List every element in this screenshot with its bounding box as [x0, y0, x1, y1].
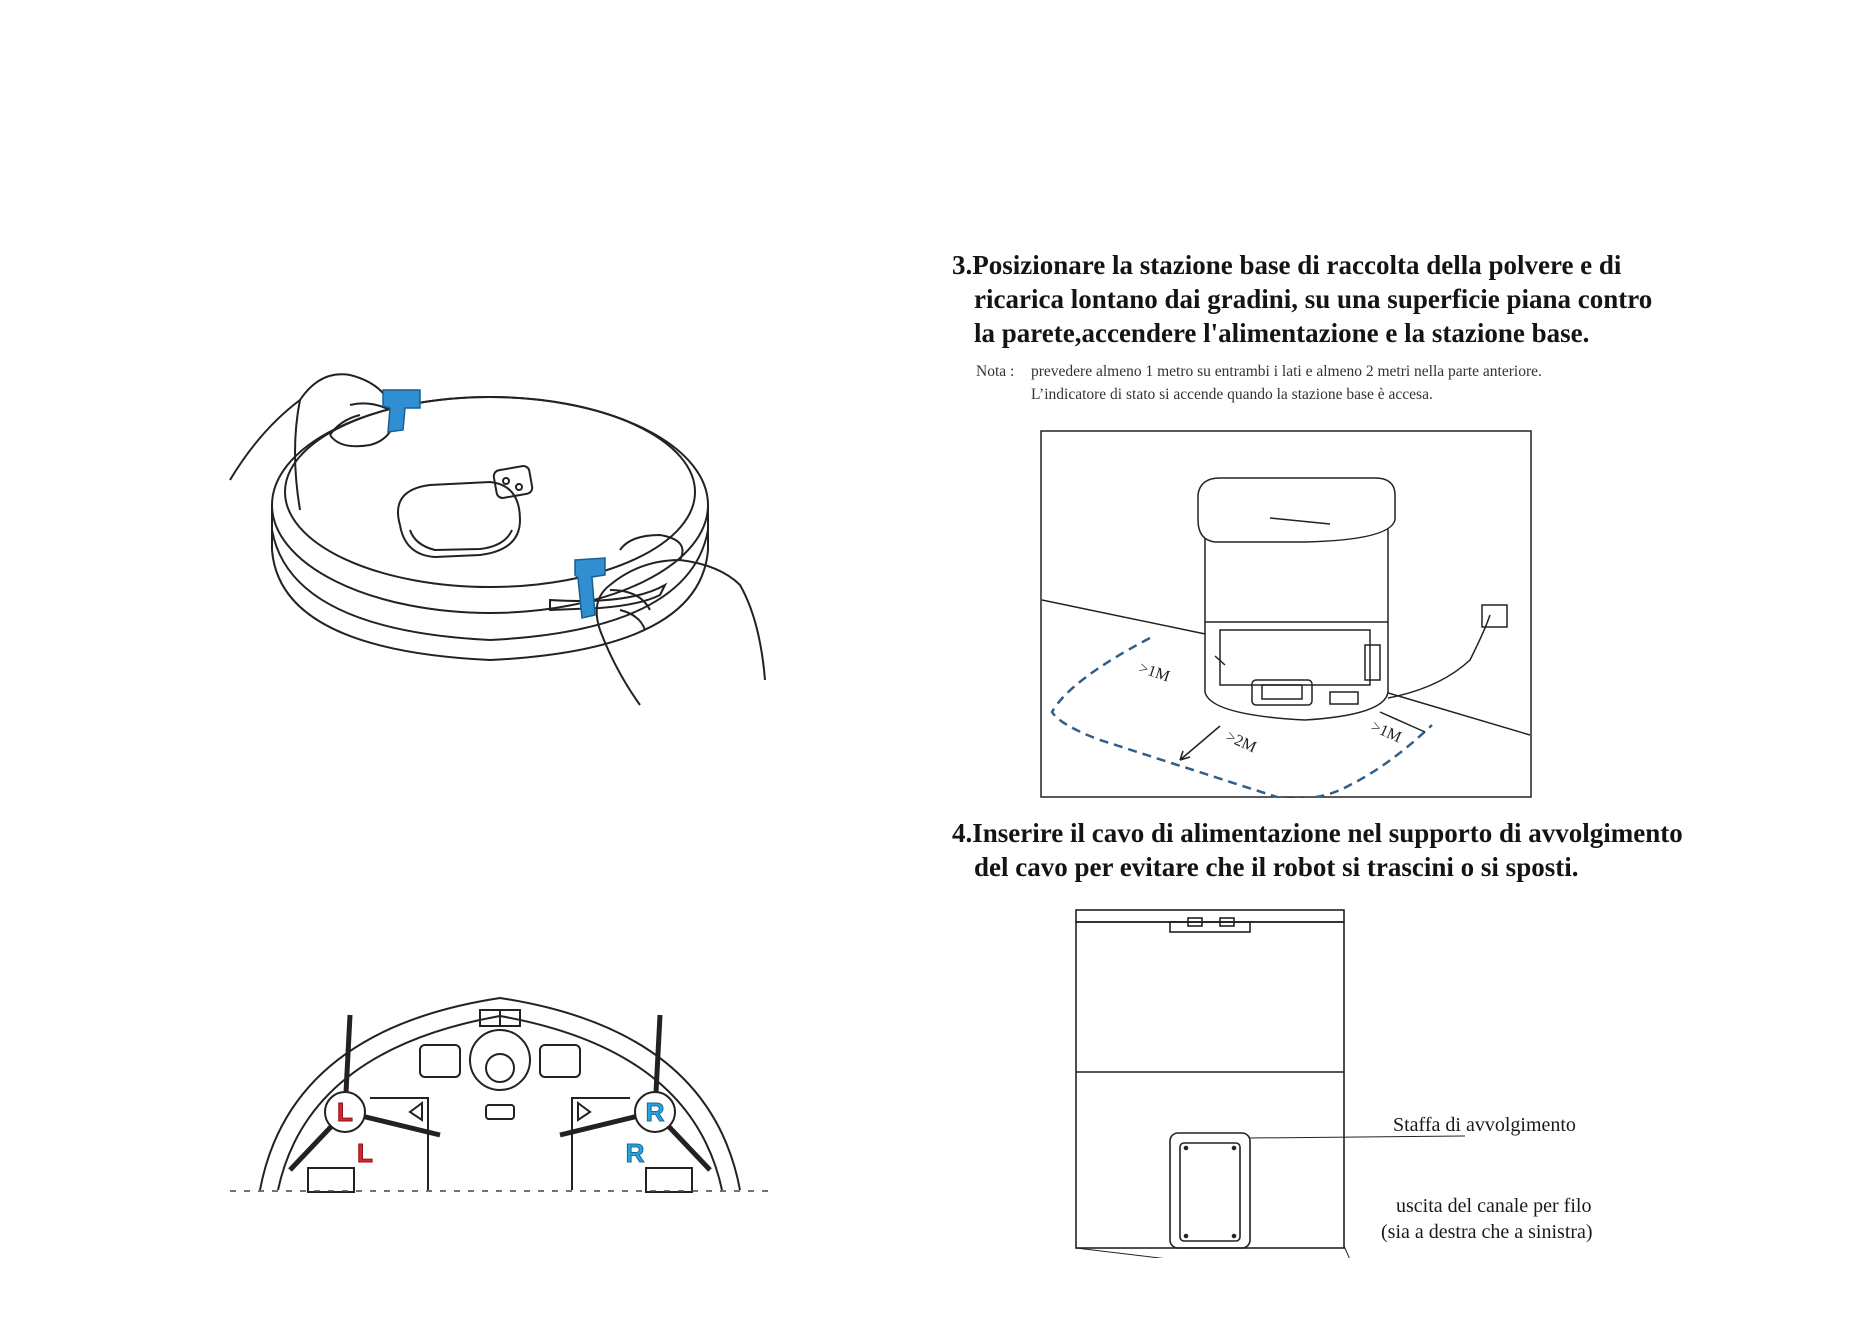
left-brush-mark: L	[357, 1138, 373, 1168]
left-clearance-label: >1M	[1136, 659, 1172, 686]
step4-heading	[952, 816, 1683, 884]
step3-heading-line1: 3.Posizionare la stazione base di raccolta della polvere e di	[952, 250, 1622, 280]
step3-heading-line3: la parete,accendere l'alimentazione e la stazione base.	[974, 318, 1590, 348]
right-brush-mark: R	[625, 1138, 645, 1168]
step3-heading	[952, 248, 1652, 350]
base-station-cable-diagram	[1070, 908, 1470, 1258]
callout-cable-channel-sides: (sia a destra che a sinistra)	[1381, 1221, 1593, 1243]
note-line2: L’indicatore di stato si accende quando la stazione base è accesa.	[1031, 386, 1433, 403]
robot-tape-removal-illustration	[220, 360, 780, 710]
note-line1: prevedere almeno 1 metro su entrambi i lati e almeno 2 metri nella parte anteriore.	[1031, 363, 1542, 380]
base-station-clearance-diagram	[1040, 430, 1532, 798]
step4-heading-line2: del cavo per evitare che il robot si trascini o si sposti.	[974, 852, 1579, 882]
callout-cable-bracket: Staffa di avvolgimento	[1393, 1114, 1576, 1136]
left-brush-badge: L	[337, 1097, 353, 1127]
step3-heading-line2: ricarica lontano dai gradini, su una superficie piana contro	[974, 284, 1653, 314]
right-clearance-label: >1M	[1368, 718, 1404, 747]
front-clearance-label: >2M	[1223, 728, 1259, 757]
robot-underside-illustration	[230, 990, 770, 1200]
step4-heading-line1: 4.Inserire il cavo di alimentazione nel supporto di avvolgimento	[952, 818, 1683, 848]
step3-note	[976, 360, 1542, 406]
callout-cable-channel: uscita del canale per filo	[1396, 1195, 1592, 1217]
right-brush-badge: R	[645, 1097, 665, 1127]
note-label: Nota :	[976, 363, 1015, 380]
